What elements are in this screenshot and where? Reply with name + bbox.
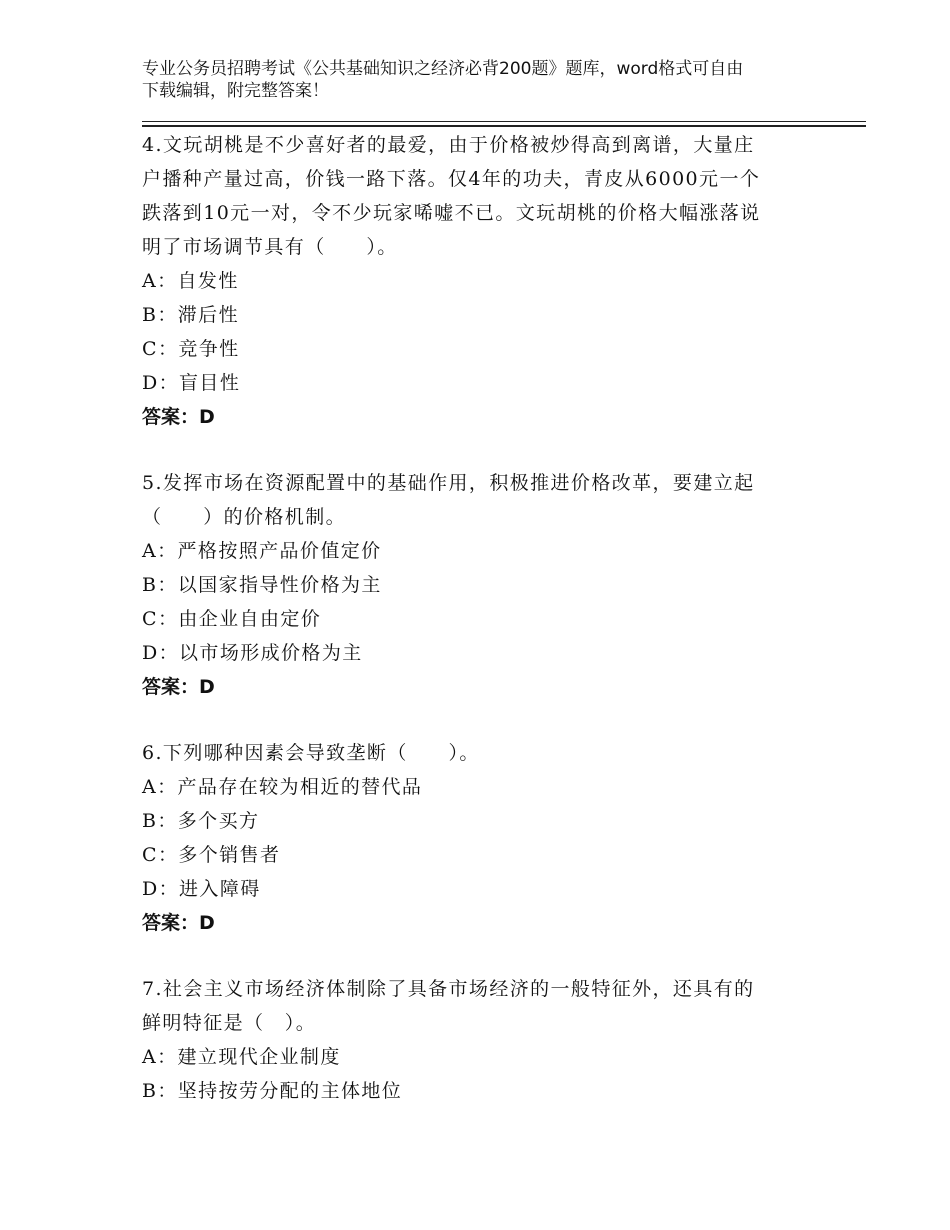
header-line-1: 专业公务员招聘考试《公共基础知识之经济必背200题》题库，word格式可自由 — [142, 59, 744, 79]
question-4 — [142, 128, 832, 434]
option-d: D：以市场形成价格为主 — [142, 642, 363, 664]
question-stem-line: （ ）的价格机制。 — [142, 506, 347, 528]
option-c: C：由企业自由定价 — [142, 608, 322, 630]
question-stem-line: 鲜明特征是（ ）。 — [142, 1012, 317, 1034]
option-a: A：建立现代企业制度 — [142, 1046, 341, 1068]
option-d: D：盲目性 — [142, 372, 241, 394]
question-stem-line: 4.文玩胡桃是不少喜好者的最爱，由于价格被炒得高到离谱，大量庄 — [142, 134, 755, 156]
option-b: B：多个买方 — [142, 810, 260, 832]
option-c: C：竞争性 — [142, 338, 240, 360]
header-divider-thick — [142, 125, 866, 127]
spacer — [142, 704, 832, 736]
question-stem-line: 7.社会主义市场经济体制除了具备市场经济的一般特征外，还具有的 — [142, 978, 755, 1000]
question-stem-line: 户播种产量过高，价钱一路下落。仅4年的功夫，青皮从6000元一个 — [142, 168, 761, 190]
question-stem — [142, 736, 832, 770]
question-5 — [142, 466, 832, 704]
option-b: B：以国家指导性价格为主 — [142, 574, 382, 596]
option-d: D：进入障碍 — [142, 878, 261, 900]
option-a: A：自发性 — [142, 270, 239, 292]
question-7 — [142, 972, 832, 1108]
option-b: B：坚持按劳分配的主体地位 — [142, 1080, 403, 1102]
header-line-2: 下载编辑，附完整答案！ — [142, 81, 329, 101]
document-header — [142, 58, 822, 102]
option-c: C：多个销售者 — [142, 844, 281, 866]
option-a: A：产品存在较为相近的替代品 — [142, 776, 423, 798]
spacer — [142, 434, 832, 466]
question-stem-line: 6.下列哪种因素会导致垄断（ ）。 — [142, 742, 480, 764]
answer-label: 答案：D — [142, 676, 215, 698]
option-a: A：严格按照产品价值定价 — [142, 540, 382, 562]
option-b: B：滞后性 — [142, 304, 239, 326]
answer-label: 答案：D — [142, 912, 215, 934]
question-stem-line: 明了市场调节具有（ ）。 — [142, 236, 398, 258]
question-stem — [142, 128, 832, 264]
question-stem — [142, 972, 832, 1040]
answer-label: 答案：D — [142, 406, 215, 428]
header-divider-thin — [142, 121, 866, 122]
question-stem-line: 跌落到10元一对，令不少玩家唏嘘不已。文玩胡桃的价格大幅涨落说 — [142, 202, 761, 224]
question-list — [142, 128, 832, 1108]
question-6 — [142, 736, 832, 940]
question-stem — [142, 466, 832, 534]
spacer — [142, 940, 832, 972]
question-stem-line: 5.发挥市场在资源配置中的基础作用，积极推进价格改革，要建立起 — [142, 472, 755, 494]
